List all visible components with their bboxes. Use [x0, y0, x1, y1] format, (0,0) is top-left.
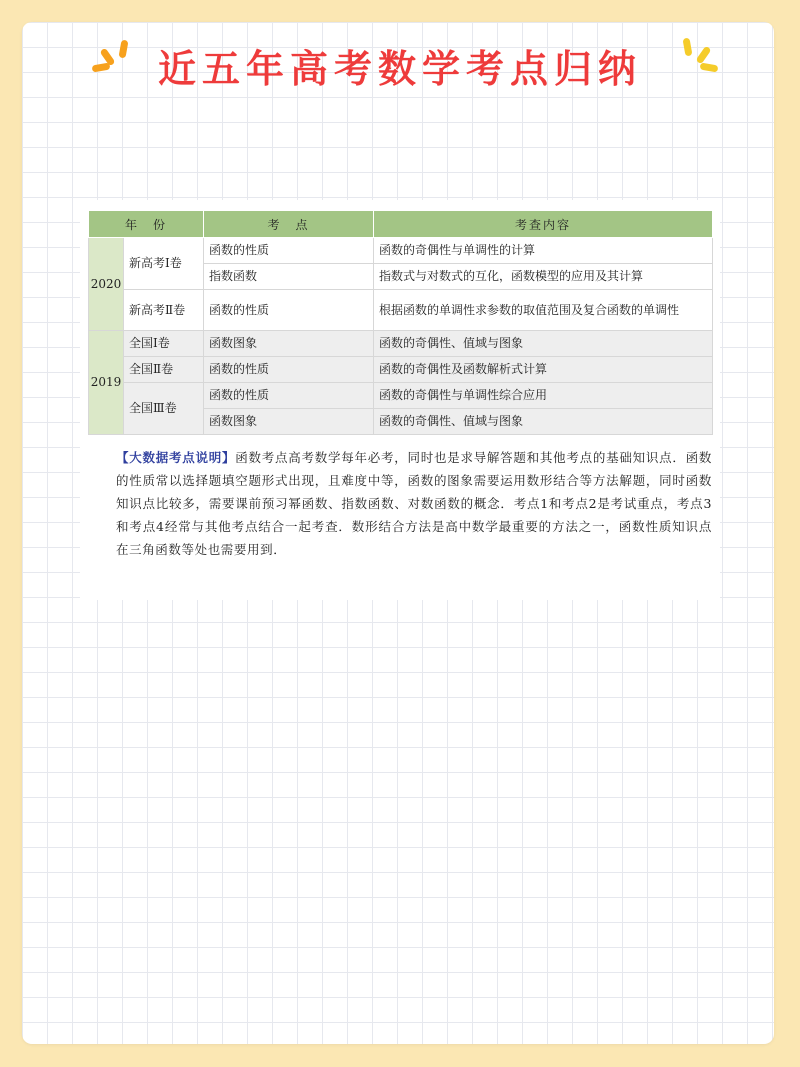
year-cell: 2019 [89, 331, 124, 435]
point-cell: 函数的性质 [204, 357, 374, 383]
point-cell: 函数图象 [204, 409, 374, 435]
description-lead: 【大数据考点说明】 [116, 450, 236, 465]
paper-cell: 新高考Ⅱ卷 [124, 290, 204, 331]
content-cell: 函数的奇偶性与单调性综合应用 [374, 383, 713, 409]
content-cell: 函数的奇偶性、值域与图象 [374, 409, 713, 435]
content-cell: 函数的奇偶性、值域与图象 [374, 331, 713, 357]
data-description [116, 446, 712, 561]
content-cell: 指数式与对数式的互化，函数模型的应用及其计算 [374, 264, 713, 290]
table-row [89, 383, 713, 409]
content-cell: 函数的奇偶性与单调性的计算 [374, 238, 713, 264]
description-text: 函数考点高考数学每年必考，同时也是求导解答题和其他考点的基础知识点．函数的性质常以选择题填空题形式出现，且难度中等，函数的图象需要运用数形结合等方法解题，同时函数知识点比较多，需要课前预习幂函数、指数函数、对数函数的概念．考点1和考点2是考试重点，考点3和考点4经常与其他考点结合一起考查．数形结合方法是高中数学最重要的方法之一，函数性质知识点在三角函数等处也需要用到． [116, 450, 712, 557]
paper-cell: 新高考Ⅰ卷 [124, 238, 204, 290]
table-row [89, 290, 713, 331]
paper-cell: 全国Ⅱ卷 [124, 357, 204, 383]
table-header-row [89, 211, 713, 238]
header-content: 考查内容 [374, 211, 713, 238]
table-row [89, 238, 713, 264]
exam-points-table [88, 210, 713, 435]
point-cell: 函数图象 [204, 331, 374, 357]
table-row [89, 357, 713, 383]
point-cell: 函数的性质 [204, 290, 374, 331]
document-content [80, 200, 720, 600]
point-cell: 函数的性质 [204, 383, 374, 409]
point-cell: 函数的性质 [204, 238, 374, 264]
table-row [89, 331, 713, 357]
content-cell: 函数的奇偶性及函数解析式计算 [374, 357, 713, 383]
header-point: 考 点 [204, 211, 374, 238]
paper-cell: 全国Ⅲ卷 [124, 383, 204, 435]
paper-cell: 全国Ⅰ卷 [124, 331, 204, 357]
page-title: 近五年高考数学考点归纳 [157, 47, 642, 91]
header-year: 年 份 [89, 211, 204, 238]
year-cell: 2020 [89, 238, 124, 331]
content-cell: 根据函数的单调性求参数的取值范围及复合函数的单调性 [374, 290, 713, 331]
point-cell: 指数函数 [204, 264, 374, 290]
